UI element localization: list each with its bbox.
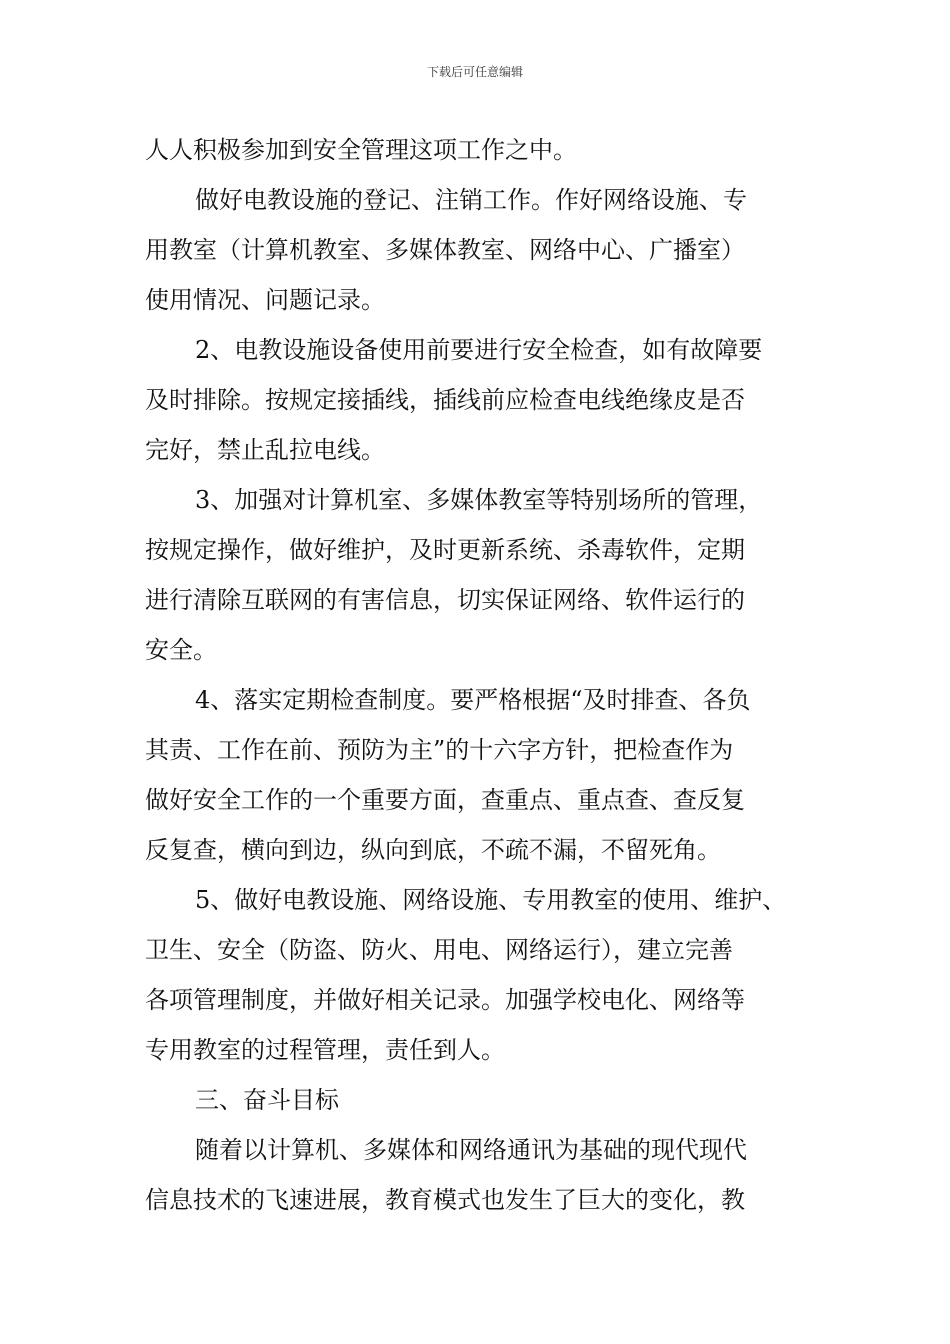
- text-line: 各项管理制度，并做好相关记录。加强学校电化、网络等: [145, 986, 745, 1014]
- text-line: 随着以计算机、多媒体和网络通讯为基础的现代现代: [195, 1136, 747, 1164]
- text-line: 三、奋斗目标: [195, 1086, 339, 1114]
- document-body: [145, 125, 810, 1225]
- text-line: 4、落实定期检查制度。要严格根据“及时排查、各负: [195, 686, 751, 714]
- text-line: 5、做好电教设施、网络设施、专用教室的使用、维护、: [195, 886, 787, 914]
- text-line: 使用情况、问题记录。: [145, 286, 385, 314]
- text-line: 进行清除互联网的有害信息，切实保证网络、软件运行的: [145, 586, 745, 614]
- text-line: 及时排除。按规定接插线，插线前应检查电线绝缘皮是否: [145, 386, 745, 414]
- text-line: 信息技术的飞速进展，教育模式也发生了巨大的变化，教: [145, 1186, 745, 1214]
- text-line: 用教室（计算机教室、多媒体教室、网络中心、广播室）: [145, 236, 745, 264]
- text-line: 3、加强对计算机室、多媒体教室等特别场所的管理，: [195, 486, 763, 514]
- text-line: 做好安全工作的一个重要方面，查重点、重点查、查反复: [145, 786, 745, 814]
- text-line: 做好电教设施的登记、注销工作。作好网络设施、专: [195, 186, 747, 214]
- text-line: 完好，禁止乱拉电线。: [145, 436, 385, 464]
- page-header: 下载后可任意编辑: [426, 65, 523, 79]
- text-line: 人人积极参加到安全管理这项工作之中。: [145, 136, 577, 164]
- text-line: 安全。: [145, 636, 217, 664]
- text-line: 其责、工作在前、预防为主”的十六字方针，把检查作为: [145, 736, 734, 764]
- text-line: 卫生、安全（防盗、防火、用电、网络运行），建立完善: [145, 936, 733, 964]
- text-line: 按规定操作，做好维护，及时更新系统、杀毒软件，定期: [145, 536, 745, 564]
- text-line: 2、电教设施设备使用前要进行安全检查，如有故障要: [195, 336, 763, 364]
- text-line: 反复查，横向到边，纵向到底，不疏不漏，不留死角。: [145, 836, 721, 864]
- text-line: 专用教室的过程管理，责任到人。: [145, 1036, 505, 1064]
